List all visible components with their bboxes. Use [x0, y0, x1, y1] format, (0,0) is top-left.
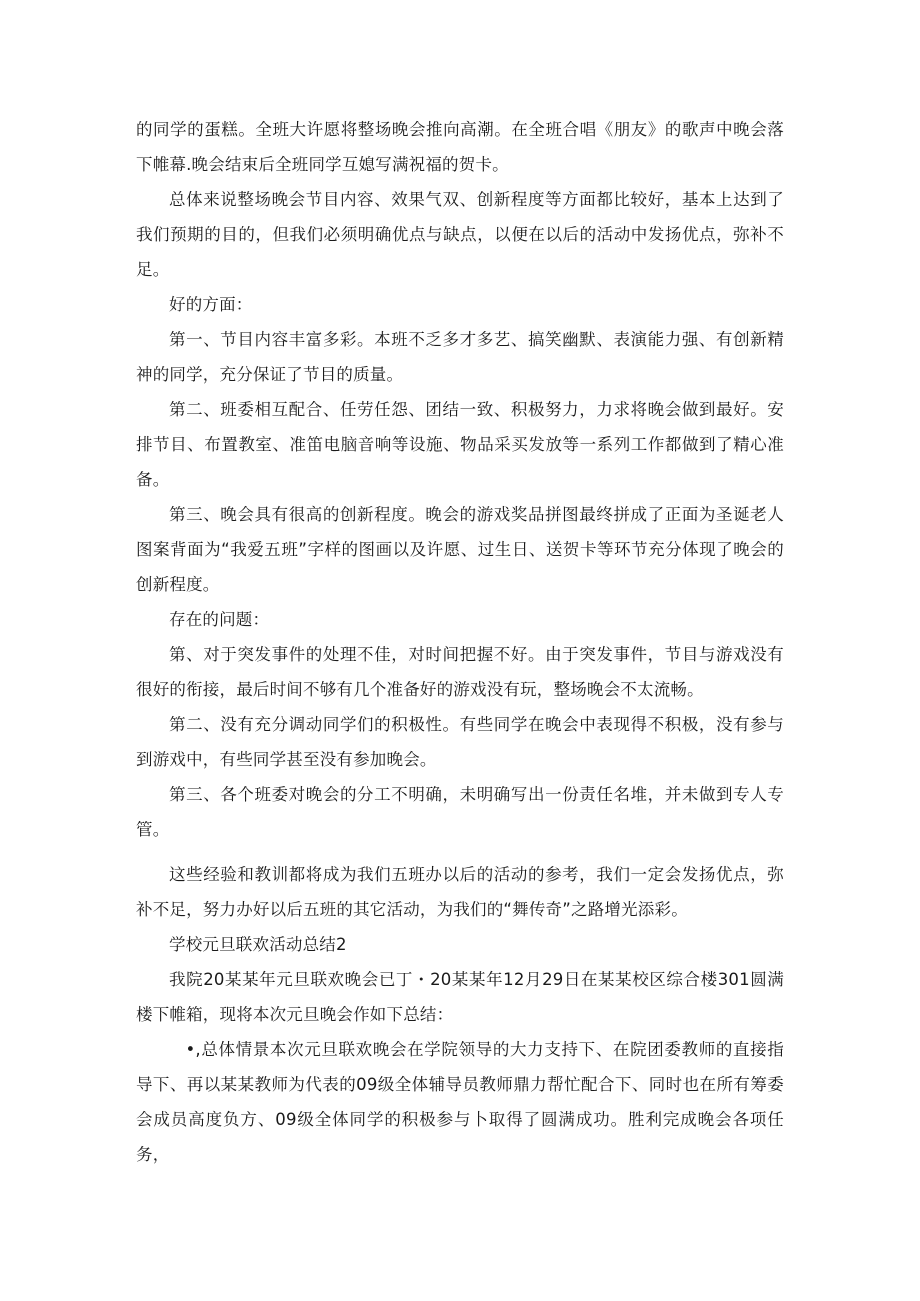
- section-heading-good-points: 好的方面：: [169, 295, 253, 314]
- paragraph-good-2: 第二、班委相互配合、任劳任怨、团结一致、积极努力，力求将晚会做到最好。安排节目、布置教室、准笛电脑音响等设施、物品采买发放等一系列工作都做到了精心准备。: [136, 400, 784, 489]
- paragraph-2: 总体来说整场晚会节目内容、效果气双、创新程度等方面都比较好，基本上达到了我们预期的目的，但我们必须明确优点与缺点，以便在以后的活动中发扬优点，弥补不足。: [136, 190, 784, 279]
- document-page: [136, 112, 784, 1172]
- paragraph-1: 的同学的蛋糕。全班大许愿将整场晚会推向高潮。在全班合唱《朋友》的歌声中晚会落下帷幕.晚会结束后全班同学互媳写满祝福的贺卡。: [136, 120, 784, 174]
- section-heading-problems: 存在的问题：: [169, 610, 270, 629]
- section-title-summary-2: 学校元旦联欢活动总结2: [169, 935, 347, 954]
- paragraph-summary-2-intro: 我院20某某年元旦联欢晚会已丁・20某某年12月29日在某某校区综合楼301圆满楼下帷箱，现将本次元旦晚会作如下总结：: [136, 970, 784, 1024]
- paragraph-problem-3: 第三、各个班委对晚会的分工不明确，未明确写出一份责任名堆，并未做到专人专管。: [136, 785, 784, 839]
- paragraph-conclusion: 这些经验和教训都将成为我们五班办以后的活动的参考，我们一定会发扬优点，弥补不足，努力办好以后五班的其它活动，为我们的“舞传奇”之路增光添彩。: [136, 865, 784, 919]
- paragraph-problem-2: 第二、没有充分调动同学们的积极性。有些同学在晚会中表现得不积极，没有参与到游戏中，有些同学甚至没有参加晚会。: [136, 715, 784, 769]
- paragraph-summary-2-bullet: •,总体情景本次元旦联欢晚会在学院领导的大力支持下、在院团委教师的直接指导下、再以某某教师为代表的09级全体辅导员教师鼎力帮忙配合下、同时也在所有筹委会成员高度负方、09级全体同学的积极参与卜取得了圆满成功。胜利完成晚会各项任务，: [136, 1040, 784, 1164]
- paragraph-problem-1: 第、对于突发事件的处理不佳，对时间把握不好。由于突发事件，节目与游戏没有很好的衔接，最后时间不够有几个准备好的游戏没有玩，整场晚会不太流畅。: [136, 645, 784, 699]
- paragraph-good-1: 第一、节目内容丰富多彩。本班不乏多才多艺、搞笑幽默、表演能力强、有创新精神的同学，充分保证了节目的质量。: [136, 330, 784, 384]
- paragraph-good-3: 第三、晚会具有很高的创新程度。晚会的游戏奖品拼图最终拼成了正面为圣诞老人图案背面为“我爱五班”字样的图画以及许愿、过生日、送贺卡等环节充分体现了晚会的创新程度。: [136, 505, 784, 594]
